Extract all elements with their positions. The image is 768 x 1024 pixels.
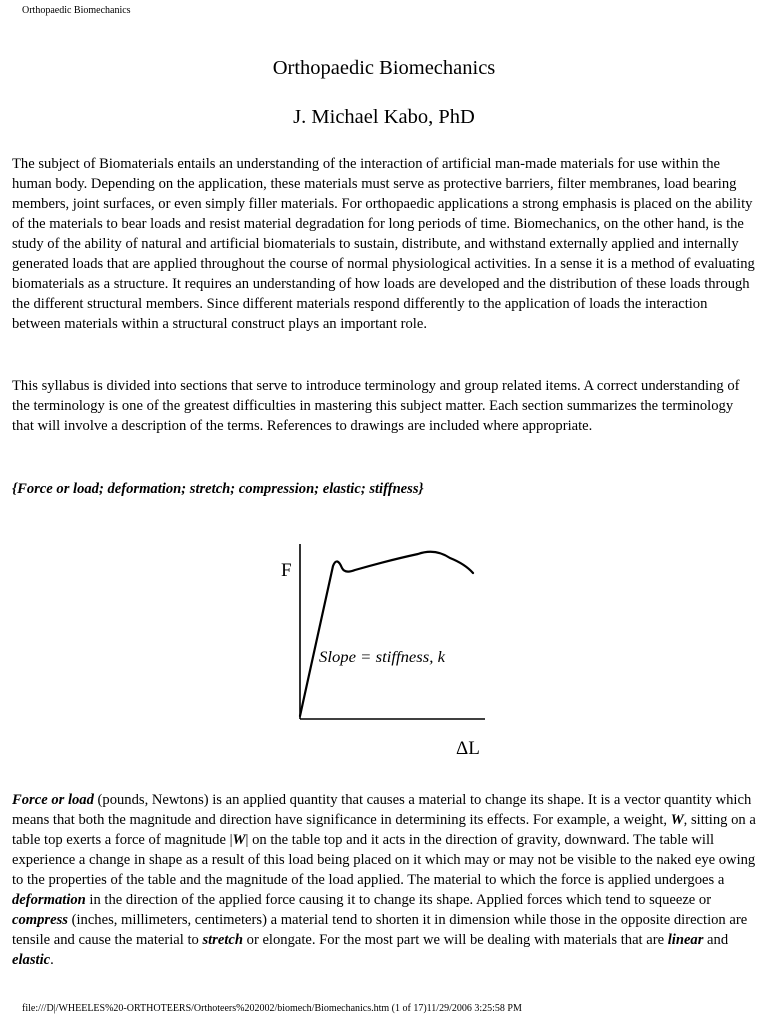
force-or-load-paragraph	[12, 790, 756, 970]
document-author: J. Michael Kabo, PhD	[293, 106, 475, 128]
intro-paragraph: The subject of Biomaterials entails an understanding of the interaction of artificial man-made materials for use within the human body. Depending on the application, these materials must serve as protective barriers, filter membranes, load bearing members, joint surfaces, or even simply filler materials. For orthopaedic applications a strong emphasis is placed on the ability of the materials to bear loads and resist material degradation for long periods of time. Biomechanics, on the other hand, is the study of the ability of natural and artificial biomaterials to sustain, distribute, and withstand externally applied and internally generated loads that are applied throughout the course of normal physiological activities. In a sense it is a method of evaluating biomaterials as a structure. It requires an understanding of how loads are developed and the distribution of these loads through the different structural members. Since different materials respond differently to the application of loads the interaction between materials within a structural construct plays an important role.	[12, 156, 755, 332]
syllabus-paragraph: This syllabus is divided into sections that serve to introduce terminology and group related items. A correct understanding of the terminology is one of the greatest difficulties in mastering this subject matter. Each section summarizes the terminology that will involve a description of the terms. References to drawings are included where appropriate.	[12, 378, 740, 434]
term-weight-w: W	[670, 812, 684, 828]
section-keywords: {Force or load; deformation; stretch; compression; elastic; stiffness}	[12, 481, 424, 497]
term-deformation: deformation	[12, 892, 86, 908]
term-linear: linear	[667, 932, 704, 948]
y-axis-label: F	[281, 560, 292, 581]
text-span: and	[703, 932, 729, 948]
text-span: in the direction of the applied force causing it to change its shape. Applied forces which tend to squeeze or	[85, 892, 712, 908]
term-elastic: elastic	[12, 952, 51, 968]
text-span: or elongate. For the most part we will be dealing with materials that are	[243, 932, 668, 948]
term-force-or-load: Force or load	[12, 792, 94, 808]
text-span: .	[50, 952, 54, 968]
text-span: (pounds, Newtons) is an applied quantity that causes a material to change its shape. It is a vector quantity which means that both the magnitude and direction have significance in determining its effects. For example, a weight,	[12, 792, 752, 828]
text-span: (inches, millimeters, centimeters) a material tend to shorten it in dimension while those in the opposite direction are tensile and cause the material to	[12, 912, 748, 948]
running-header: Orthopaedic Biomechanics	[22, 5, 131, 16]
source-footer: file:///D|/WHEELES%20-ORTHOTEERS/Orthoteers%202002/biomech/Biomechanics.htm (1 of 17)11/29/2006 3:25:58 PM	[22, 1003, 522, 1014]
document-title: Orthopaedic Biomechanics	[272, 57, 496, 79]
force-deformation-curve	[300, 552, 473, 716]
term-weight-magnitude: W	[232, 832, 246, 848]
slope-annotation: Slope = stiffness, k	[319, 649, 446, 666]
x-axis-label: ΔL	[456, 738, 480, 759]
text-span: | on the table top and it acts in the direction of gravity, downward. The table will experience a change in shape as a result of this load being placed on it which may or may not be visible to the naked eye owing to the properties of the table and the magnitude of the load applied. The material to which the force is applied undergoes a	[12, 832, 756, 888]
force-deformation-figure	[270, 536, 510, 766]
term-compress: compress	[12, 912, 68, 928]
text-span: , sitting on a table top exerts a force of magnitude |	[12, 812, 756, 848]
term-stretch: stretch	[202, 932, 243, 948]
